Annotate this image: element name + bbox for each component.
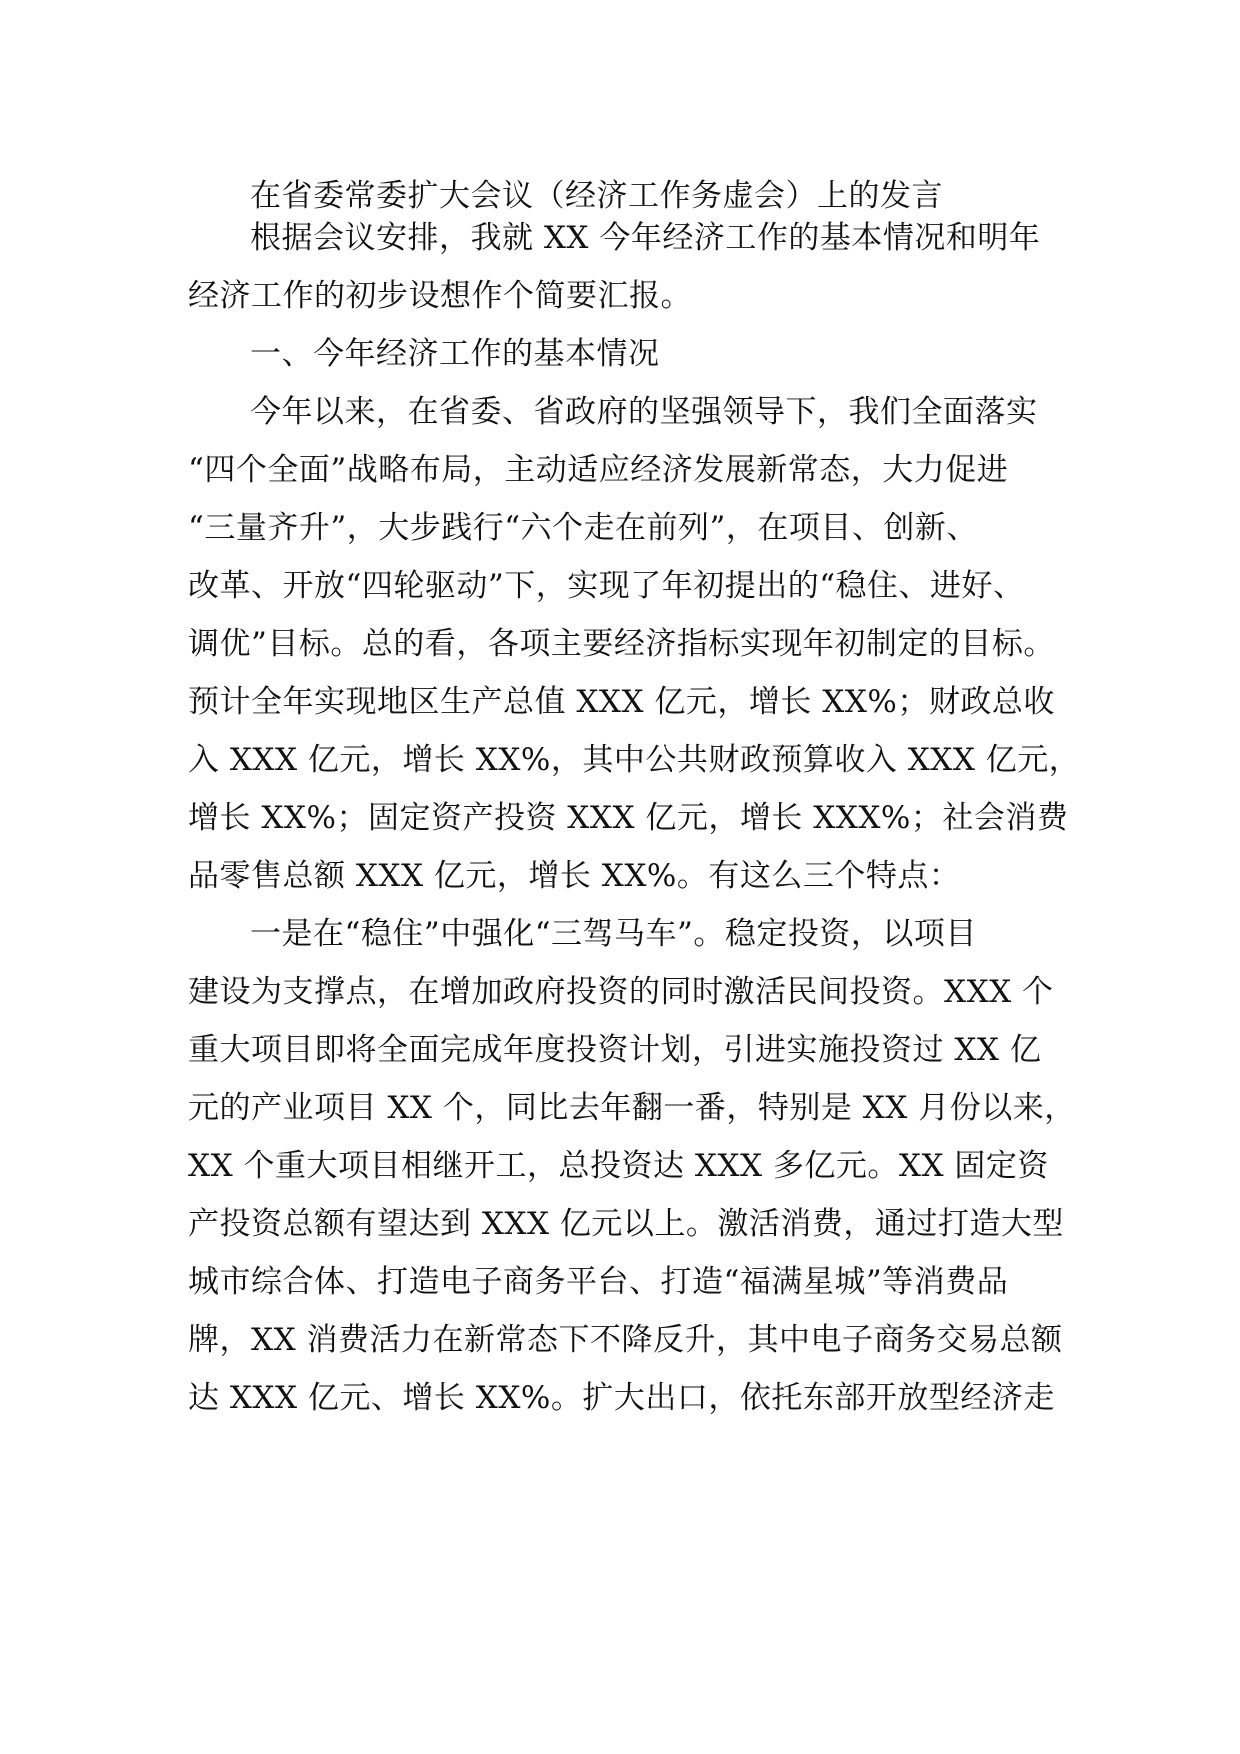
text-line: 建设为支撑点，在增加政府投资的同时激活民间投资。XXX 个 — [188, 974, 1054, 1010]
text-line: 重大项目即将全面完成年度投资计划，引进实施投资过 XX 亿 — [188, 1032, 1042, 1068]
text-line: 牌，XX 消费活力在新常态下不降反升，其中电子商务交易总额 — [188, 1322, 1063, 1358]
text-line: 改革、开放“四轮驱动”下，实现了年初提出的“稳住、进好、 — [188, 568, 1025, 604]
text-line: 增长 XX%；固定资产投资 XXX 亿元，增长 XXX%；社会消费 — [188, 800, 1069, 836]
text-line: 经济工作的初步设想作个简要汇报。 — [188, 278, 692, 314]
text-line: 根据会议安排，我就 XX 今年经济工作的基本情况和明年 — [250, 220, 1041, 256]
text-line: 一是在“稳住”中强化“三驾马车”。稳定投资，以项目 — [250, 916, 977, 952]
text-line: 预计全年实现地区生产总值 XXX 亿元，增长 XX%；财政总收 — [188, 684, 1055, 720]
text-line: XX 个重大项目相继开工，总投资达 XXX 多亿元。XX 固定资 — [188, 1148, 1049, 1184]
section-heading: 一、今年经济工作的基本情况 — [250, 336, 660, 372]
text-line: 城市综合体、打造电子商务平台、打造“福满星城”等消费品 — [188, 1264, 1009, 1300]
text-line: 今年以来，在省委、省政府的坚强领导下，我们全面落实 — [250, 394, 1038, 430]
text-line: “四个全面”战略布局，主动适应经济发展新常态，大力促进 — [188, 452, 1009, 488]
text-line: 达 XXX 亿元、增长 XX%。扩大出口，依托东部开放型经济走 — [188, 1380, 1055, 1416]
text-line: 品零售总额 XXX 亿元，增长 XX%。有这么三个特点： — [188, 858, 961, 894]
text-line: “三量齐升”，大步践行“六个走在前列”，在项目、创新、 — [188, 510, 978, 546]
text-line: 元的产业项目 XX 个，同比去年翻一番，特别是 XX 月份以来， — [188, 1090, 1076, 1126]
text-line: 产投资总额有望达到 XXX 亿元以上。激活消费，通过打造大型 — [188, 1206, 1064, 1242]
text-line: 入 XXX 亿元，增长 XX%，其中公共财政预算收入 XXX 亿元， — [188, 742, 1081, 778]
text-line: 调优”目标。总的看，各项主要经济指标实现年初制定的目标。 — [188, 626, 1055, 662]
document-title: 在省委常委扩大会议（经济工作务虚会）上的发言 — [250, 178, 943, 214]
